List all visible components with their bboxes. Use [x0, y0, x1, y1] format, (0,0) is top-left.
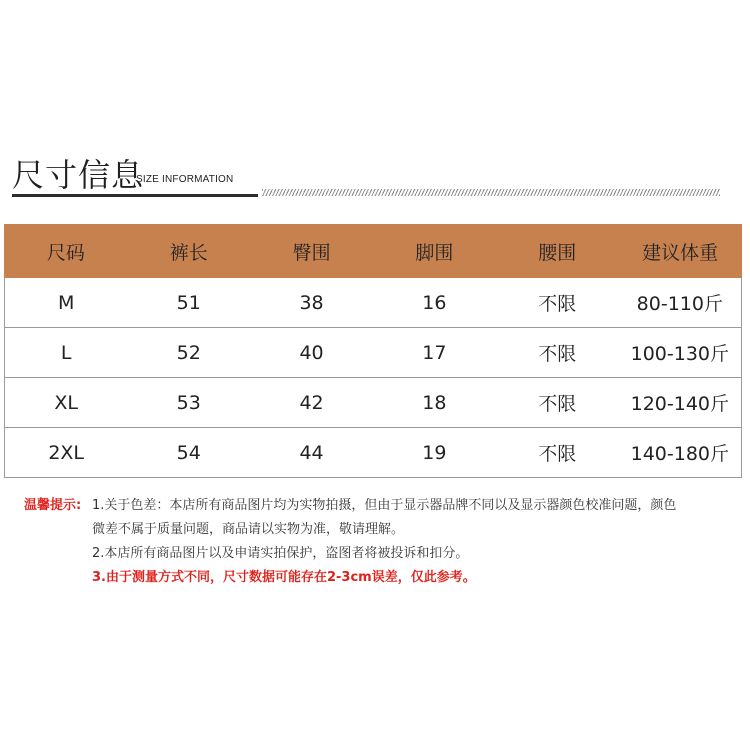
cell-hip: 38: [250, 278, 373, 328]
note-image-protection: 2.本店所有商品图片以及申请实拍保护，盗图者将被投诉和扣分。: [92, 546, 469, 561]
cell-pants-length: 54: [127, 428, 250, 478]
cell-suggested-weight: 140-180斤: [619, 428, 742, 478]
note-color-difference: 1.关于色差：本店所有商品图片均为实物拍摄，但由于显示器品牌不同以及显示器颜色校准问题，颜色: [92, 498, 677, 513]
cell-leg-opening: 16: [373, 278, 496, 328]
size-table-header-row: [5, 225, 742, 278]
cell-hip: 40: [250, 328, 373, 378]
header-leg-opening: 脚围: [373, 225, 496, 278]
cell-hip: 42: [250, 378, 373, 428]
header-pants-length: 裤长: [127, 225, 250, 278]
cell-suggested-weight: 80-110斤: [619, 278, 742, 328]
cell-suggested-weight: 120-140斤: [619, 378, 742, 428]
header-suggested-weight: 建议体重: [619, 225, 742, 278]
header-waist: 腰围: [496, 225, 619, 278]
cell-leg-opening: 17: [373, 328, 496, 378]
cell-size: L: [5, 328, 128, 378]
cell-size: M: [5, 278, 128, 328]
table-row: [5, 428, 742, 478]
note-measurement-error: 3.由于测量方式不同，尺寸数据可能存在2-3cm误差，仅此参考。: [92, 570, 476, 585]
section-title: [12, 155, 742, 205]
cell-waist: 不限: [496, 278, 619, 328]
cell-leg-opening: 19: [373, 428, 496, 478]
cell-pants-length: 53: [127, 378, 250, 428]
table-row: [5, 278, 742, 328]
cell-pants-length: 52: [127, 328, 250, 378]
size-table: [4, 224, 742, 478]
header-size: 尺码: [5, 225, 128, 278]
header-hip: 臀围: [250, 225, 373, 278]
cell-waist: 不限: [496, 428, 619, 478]
cell-leg-opening: 18: [373, 378, 496, 428]
cell-hip: 44: [250, 428, 373, 478]
cell-waist: 不限: [496, 328, 619, 378]
title-hatch-decoration: [262, 189, 720, 196]
cell-size: 2XL: [5, 428, 128, 478]
cell-size: XL: [5, 378, 128, 428]
cell-waist: 不限: [496, 378, 619, 428]
table-row: [5, 378, 742, 428]
table-row: [5, 328, 742, 378]
title-underline: [12, 194, 258, 197]
cell-pants-length: 51: [127, 278, 250, 328]
note-color-difference-continued: 微差不属于质量问题，商品请以实物为准，敬请理解。: [92, 522, 405, 537]
section-title-english: SIZE INFORMATION: [136, 174, 234, 185]
section-title-chinese: 尺寸信息: [12, 156, 145, 194]
cell-suggested-weight: 100-130斤: [619, 328, 742, 378]
notes-label: 温馨提示:: [24, 498, 82, 513]
